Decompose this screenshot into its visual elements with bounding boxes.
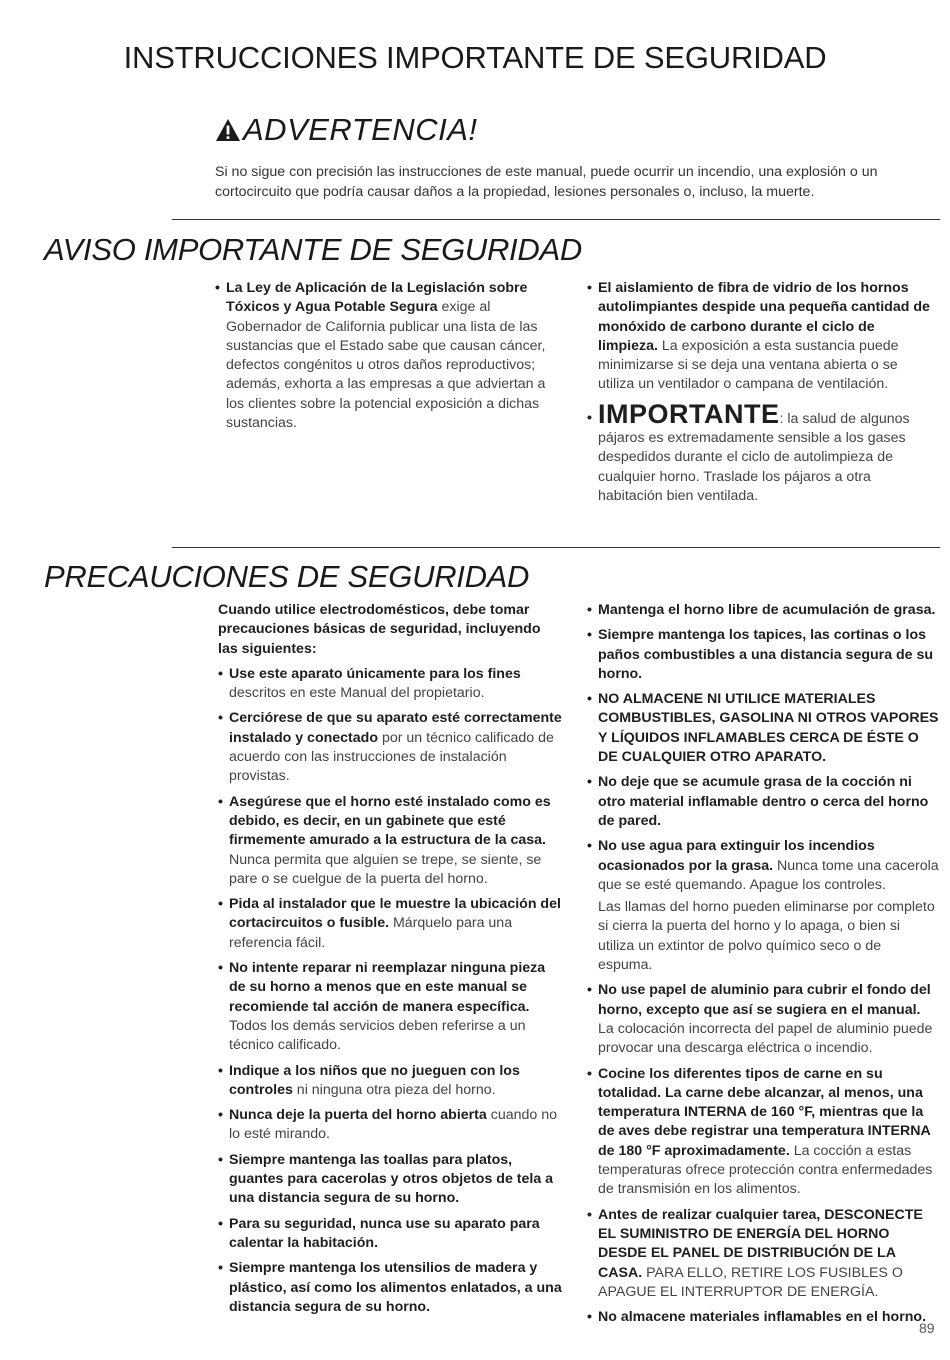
list-item <box>218 895 563 953</box>
item-bold-text: La Ley de Aplicación de la Legislación sobre Tóxicos y Agua Potable Segura <box>226 280 528 316</box>
warning-heading <box>215 112 478 148</box>
divider <box>172 219 940 220</box>
item-bold-text: No almacene materiales inflamables en el horno. <box>598 1309 927 1326</box>
precauciones-intro: Cuando utilice electrodomésticos, debe tomar precauciones básicas de seguridad, incluyendo las siguientes: <box>218 602 541 657</box>
list-item <box>218 1215 563 1254</box>
item-bold-text: Siempre mantenga los tapices, las cortinas o los paños combustibles a una distancia segura de su horno. <box>598 627 934 682</box>
item-bold-text: No use agua para extinguir los incendios ocasionados por la grasa. <box>598 838 875 874</box>
item-normal-text: La colocación incorrecta del papel de aluminio puede provocar una descarga eléctrica o incendio. <box>598 1020 933 1057</box>
list-item <box>218 665 563 704</box>
page-number: 89 <box>919 1320 935 1336</box>
warning-triangle-icon <box>215 118 241 142</box>
divider <box>172 547 940 548</box>
aviso-left-column <box>215 279 560 439</box>
item-bold-text: No deje que se acumule grasa de la cocción ni otro material inflamable dentro o cerca del horno de pared. <box>598 774 929 829</box>
warning-word: ADVERTENCIA! <box>243 112 478 147</box>
list-item <box>587 1206 939 1302</box>
list-item <box>587 626 939 684</box>
item-bold-text: Mantenga el horno libre de acumulación de grasa. <box>598 602 936 618</box>
list-item <box>218 709 563 786</box>
list-item <box>587 773 939 831</box>
list-item <box>218 793 563 889</box>
item-bold-text: No use papel de aluminio para cubrir el fondo del horno, excepto que así se sugiera en el manual. <box>598 982 931 1018</box>
importante-note: • IMPORTANTE: la salud de algunos pájaros es extremadamente sensible a los gases despedidos durante el ciclo de autolimpieza de cualquier horno. Traslade los pájaros a otra habitación bien ventilada. <box>587 398 910 504</box>
item-bold-text: Pida al instalador que le muestre la ubicación del cortacircuitos o fusible. <box>229 896 561 932</box>
list-item <box>587 279 937 395</box>
list-item <box>587 1308 939 1327</box>
item-extra-text: Las llamas del horno pueden eliminarse por completo si cierra la puerta del horno y lo apaga, o bien si utiliza un extintor de polvo químico seco o de espuma. <box>598 899 935 974</box>
item-normal-text: Nunca permita que alguien se trepe, se siente, se pare o se cuelgue de la puerta del horno. <box>229 851 542 887</box>
aviso-title: AVISO IMPORTANTE DE SEGURIDAD <box>44 232 582 267</box>
item-normal-text: Nunca tome una cacerola que se esté quemando. Apague los controles. <box>598 857 939 893</box>
item-normal-text: Todos los demás servicios deben referirse a un técnico calificado. <box>229 1017 526 1054</box>
item-normal-text: ni ninguna otra pieza del horno. <box>292 1081 496 1098</box>
item-bold-text: Antes de realizar cualquier tarea, DESCONECTE EL SUMINISTRO DE ENERGÍA DEL HORNO DESDE EL PANEL DE DISTRIBUCIÓN DE LA CASA. <box>598 1206 923 1281</box>
precauciones-right-column <box>587 601 939 1333</box>
item-bold-text: No intente reparar ni reemplazar ninguna pieza de su horno a menos que en este manual se recomiende tal acción de manera específica. <box>229 960 546 1015</box>
aviso-right-column <box>587 279 937 506</box>
list-item <box>218 959 563 1055</box>
item-bold-text: Siempre mantenga las toallas para platos, guantes para cacerolas y otros objetos de tela a una distancia segura de su horno. <box>229 1151 554 1207</box>
list-item <box>218 1106 563 1145</box>
item-bold-text: Para su seguridad, nunca use su aparato para calentar la habitación. <box>229 1215 540 1251</box>
list-item <box>587 601 939 620</box>
page-title: INSTRUCCIONES IMPORTANTE DE SEGURIDAD <box>123 40 827 75</box>
importante-text: : la salud de algunos pájaros es extremadamente sensible a los gases despedidos durante el ciclo de autolimpieza de cualquier horno. Traslade los pájaros a otra habitación bien ventilada. <box>598 410 910 504</box>
item-bold-text: Cocine los diferentes tipos de carne en su totalidad. La carne debe alcanzar, al menos, una temperatura INTERNA de 160 °F, mientras que la de aves debe registrar una temperatura INTERNA de 180 °F aproximadamente. <box>598 1065 931 1159</box>
list-item <box>218 1062 563 1101</box>
list-item <box>587 690 939 767</box>
item-bold-text: Use este aparato únicamente para los fines <box>229 665 521 682</box>
item-normal-text: PARA ELLO, RETIRE LOS FUSIBLES O APAGUE EL INTERRUPTOR DE ENERGÍA. <box>598 1264 903 1300</box>
list-item <box>587 981 939 1058</box>
list-item <box>587 837 939 895</box>
item-normal-text: La exposición a esta sustancia puede minimizarse si se deja una ventana abierta o se utiliza un ventilador o campana de ventilación. <box>598 337 899 393</box>
list-item <box>587 1065 939 1200</box>
item-bold-text: Cerciórese de que su aparato esté correctamente instalado y conectado <box>229 710 562 746</box>
item-bold-text: NO ALMACENE NI UTILICE MATERIALES COMBUSTIBLES, GASOLINA NI OTROS VAPORES Y LÍQUIDOS INFLAMABLES CERCA DE ÉSTE O DE CUALQUIER OTRO APARATO. <box>598 691 939 766</box>
list-item <box>215 279 560 433</box>
item-bold-text: Siempre mantenga los utensilios de madera y plástico, así como los alimentos enlatados, a una distancia segura de su horno. <box>229 1260 562 1315</box>
item-normal-text: descritos en este Manual del propietario. <box>229 685 485 702</box>
list-item <box>218 1259 563 1317</box>
precauciones-title: PRECAUCIONES DE SEGURIDAD <box>44 559 530 594</box>
item-bold-text: Asegúrese que el horno esté instalado como es debido, es decir, en un gabinete que esté firmemente amurado a la estructura de la casa. <box>229 793 551 849</box>
warning-text: Si no sigue con precisión las instrucciones de este manual, puede ocurrir un incendio, una explosión o un cortocircuito que podría causar daños a la propiedad, lesiones personales o, incluso, la muerte. <box>215 164 878 200</box>
item-normal-text: Márquelo para una referencia fácil. <box>229 915 513 951</box>
item-bold-text: Nunca deje la puerta del horno abierta <box>229 1107 487 1124</box>
item-bold-text: Indique a los niños que no jueguen con los controles <box>229 1062 520 1098</box>
list-item <box>218 1151 563 1209</box>
importante-word: IMPORTANTE <box>598 398 780 429</box>
item-normal-text: La cocción a estas temperaturas ofrece protección contra enfermedades de transmisión en los alimentos. <box>598 1142 933 1198</box>
item-normal-text: por un técnico calificado de acuerdo con las instrucciones de instalación provistas. <box>229 729 554 785</box>
item-bold-text: El aislamiento de fibra de vidrio de los hornos autolimpiantes despide una pequeña cantidad de monóxido de carbono durante el ciclo de limpieza. <box>598 280 930 354</box>
precauciones-left-column <box>218 601 563 1323</box>
item-normal-text: exige al Gobernador de California publicar una lista de las sustancias que el Estado sabe que causan cáncer, defectos congénitos u otros daños reproductivos; además, exhorta a las empresas a que adviertan a los clientes sobre la potencial exposición a dichas sustancias. <box>226 299 546 432</box>
item-normal-text: cuando no lo esté mirando. <box>229 1107 558 1143</box>
